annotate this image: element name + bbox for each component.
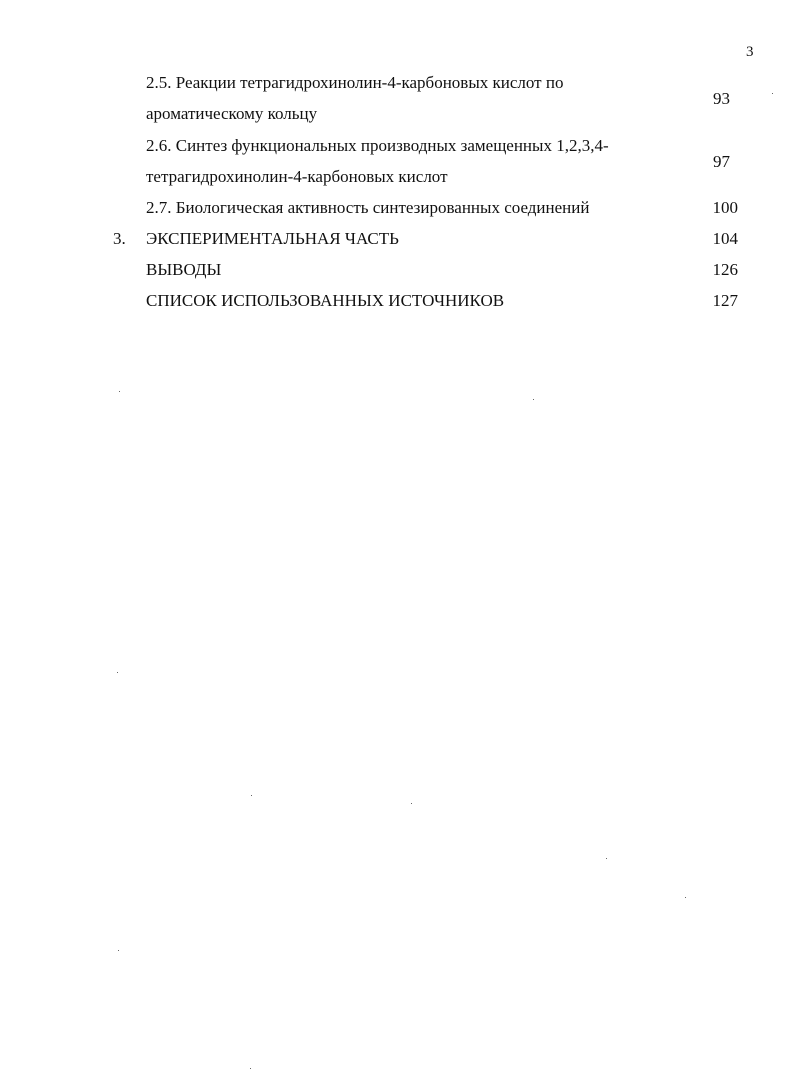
scan-speck	[251, 795, 252, 796]
scan-speck	[118, 950, 119, 951]
toc-entry-3-page: 104	[712, 229, 738, 248]
toc-entry-2-6-page: 97	[713, 152, 730, 171]
toc-entry-3-title: ЭКСПЕРИМЕНТАЛЬНАЯ ЧАСТЬ	[146, 229, 399, 248]
scan-speck	[685, 897, 686, 898]
toc-entry-2-6-line1: 2.6. Синтез функциональных производных замещенных 1,2,3,4-	[146, 136, 609, 155]
scan-speck	[533, 399, 534, 400]
toc-entry-2-7-line1: 2.7. Биологическая активность синтезированных соединений	[146, 198, 590, 217]
toc-entry-references-page: 127	[712, 291, 738, 310]
toc-entry-conclusions-title: ВЫВОДЫ	[146, 260, 222, 279]
scan-speck	[606, 858, 607, 859]
toc-entry-2-6-line2: тетрагидрохинолин-4-карбоновых кислот	[146, 167, 448, 186]
scan-speck	[411, 803, 412, 804]
toc-entry-2-5-page: 93	[713, 89, 730, 108]
page-number: 3	[746, 44, 754, 60]
toc-entry-2-5-line2: ароматическому кольцу	[146, 104, 318, 123]
toc-entry-conclusions-page: 126	[712, 260, 738, 279]
toc-entry-3-number: 3.	[113, 229, 126, 248]
toc-entry-2-7-page: 100	[712, 198, 738, 217]
scan-speck	[117, 672, 118, 673]
scan-speck	[772, 93, 773, 94]
toc-entry-2-5-line1: 2.5. Реакции тетрагидрохинолин-4-карбоновых кислот по	[146, 73, 564, 92]
toc-entry-references-title: СПИСОК ИСПОЛЬЗОВАННЫХ ИСТОЧНИКОВ	[146, 291, 505, 310]
scan-speck	[250, 1068, 251, 1069]
scan-speck	[119, 391, 120, 392]
